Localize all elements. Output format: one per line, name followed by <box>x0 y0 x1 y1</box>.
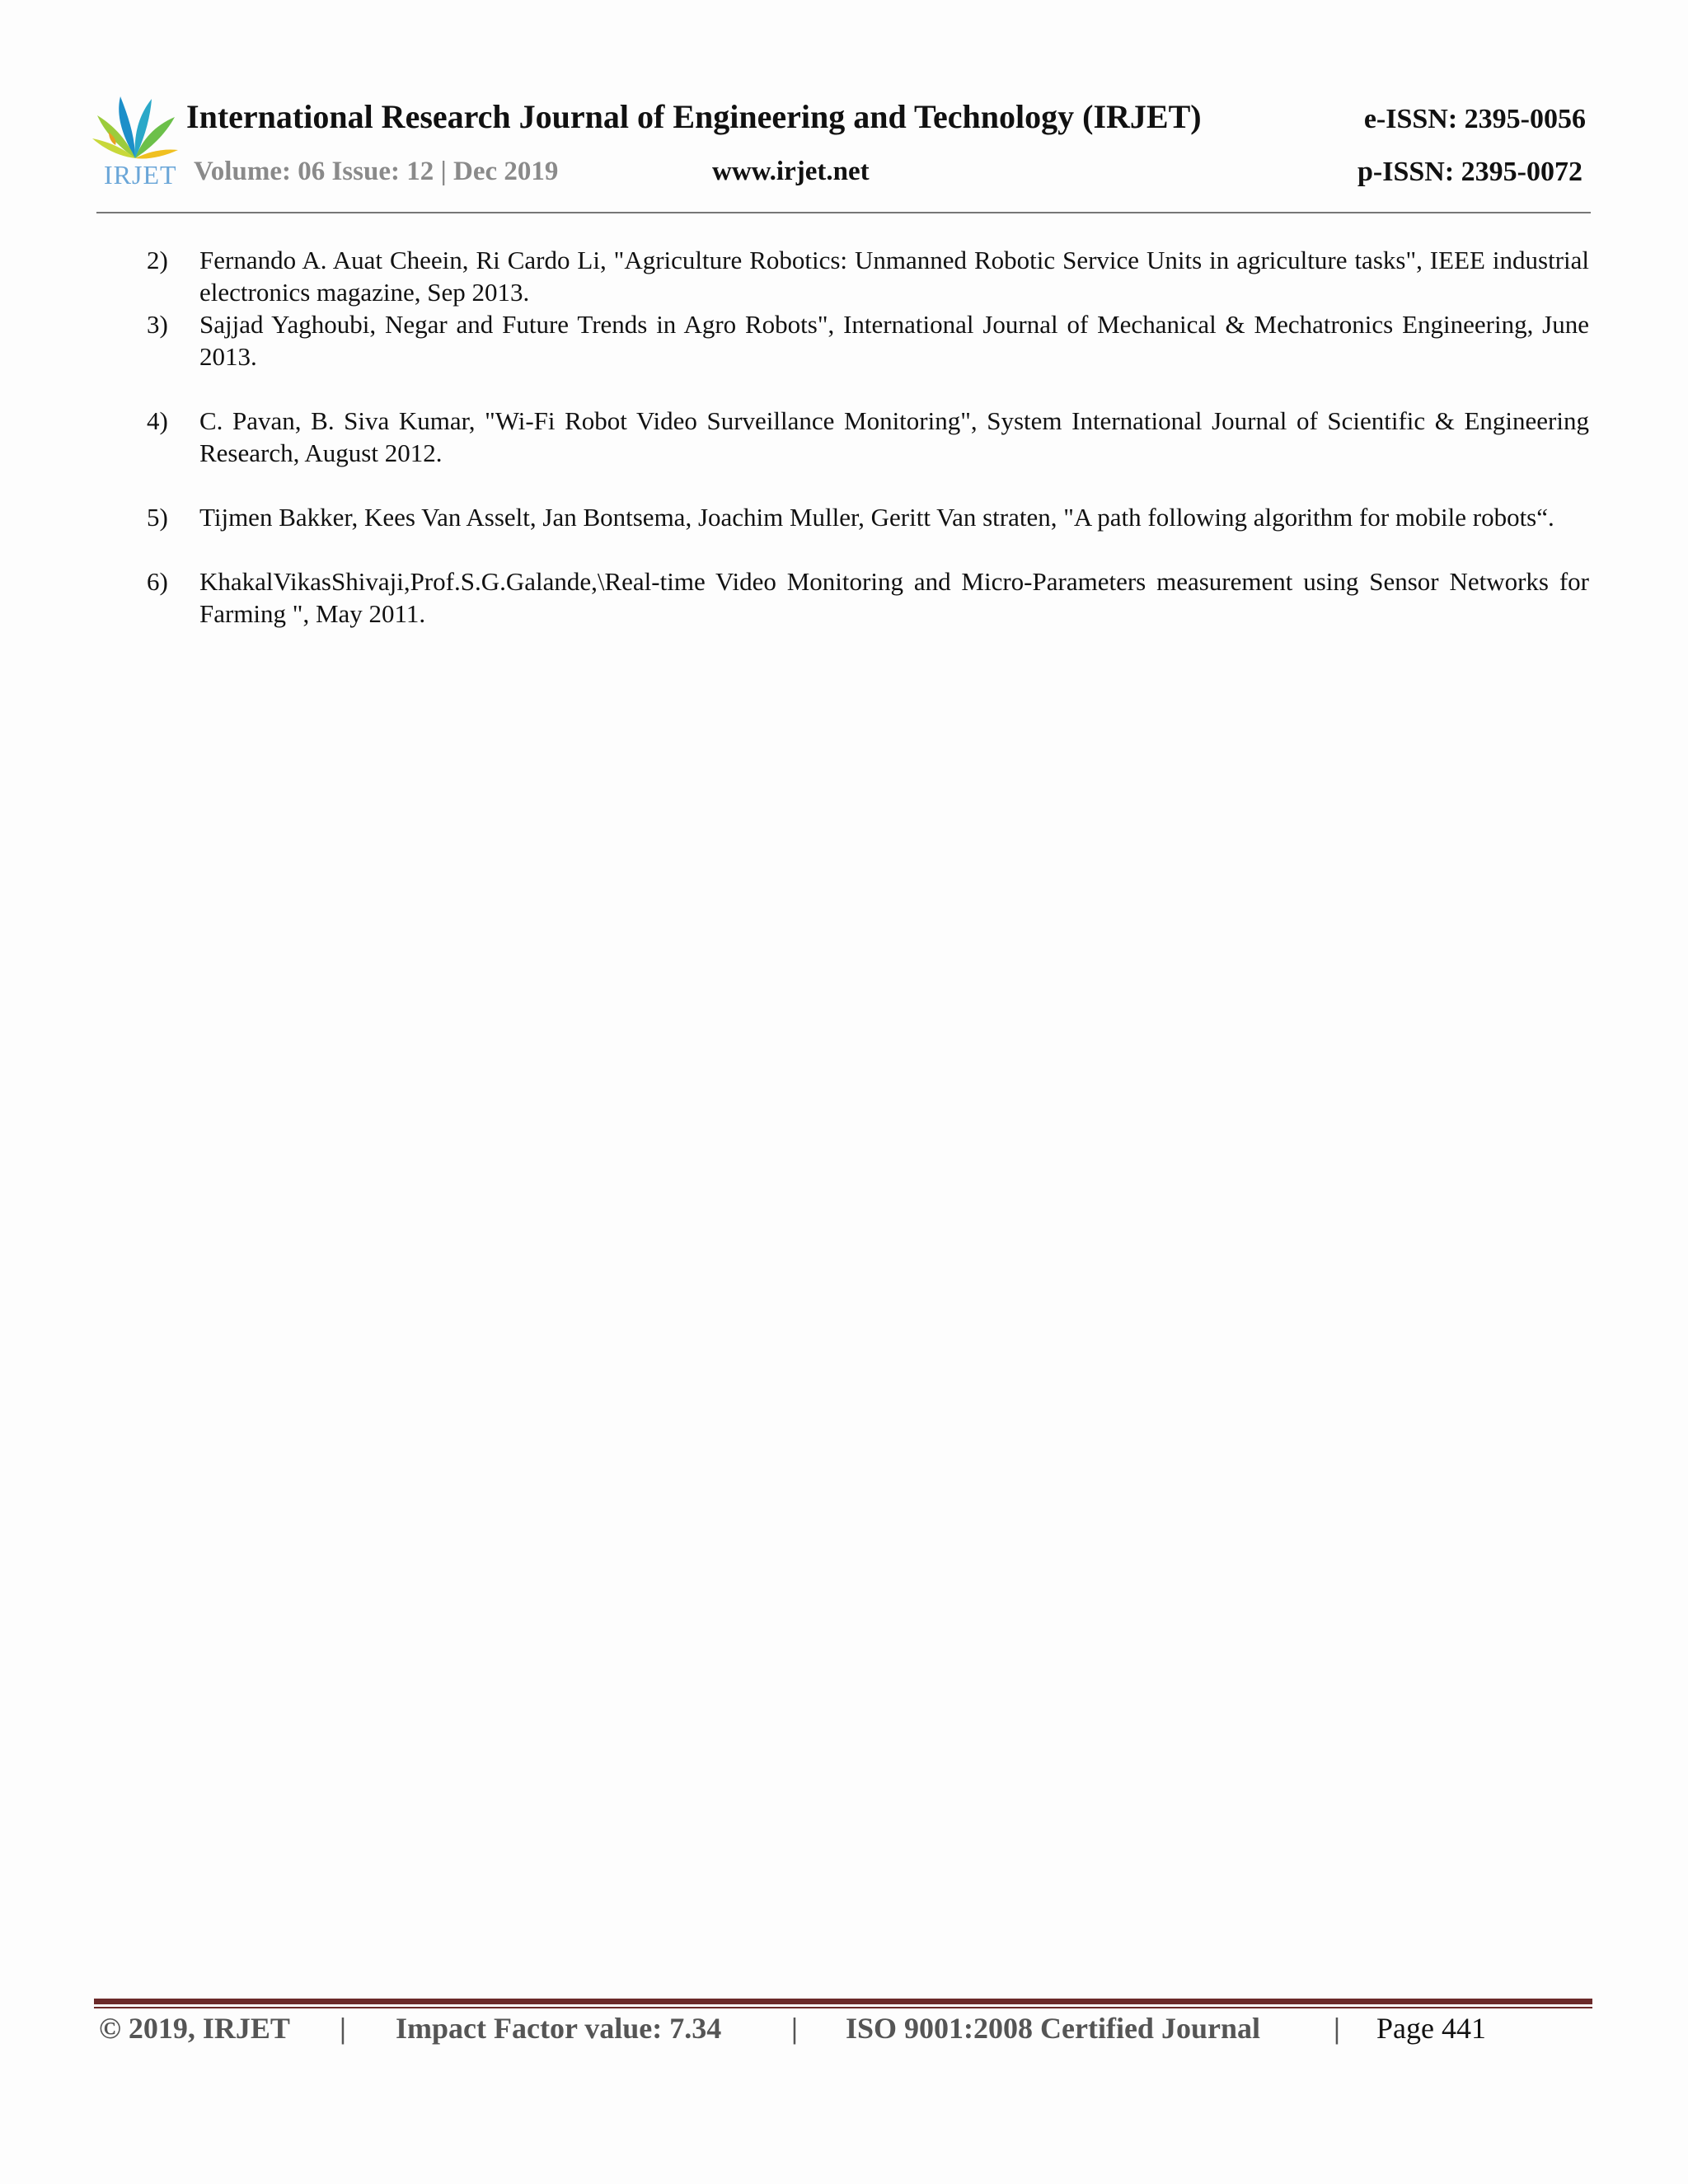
reference-text: Fernando A. Auat Cheein, Ri Cardo Li, "Agriculture Robotics: Unmanned Robotic Service Units in agriculture tasks", IEEE industrial electronics magazine, Sep 2013. <box>199 246 1589 307</box>
reference-number: 5) <box>147 503 168 532</box>
reference-number: 2) <box>147 246 168 274</box>
reference-item <box>147 501 1589 533</box>
footer-impact-factor: Impact Factor value: 7.34 <box>396 2012 722 2045</box>
header-divider <box>96 212 1591 213</box>
journal-title: International Research Journal of Engineering and Technology (IRJET) <box>186 98 1202 135</box>
reference-item <box>147 244 1589 308</box>
reference-item <box>147 308 1589 373</box>
footer-page-number: Page 441 <box>1376 2012 1486 2045</box>
footer-divider-thick <box>94 1999 1592 2004</box>
website-link[interactable]: www.irjet.net <box>712 157 870 186</box>
footer-separator: | <box>340 2012 346 2045</box>
footer-iso: ISO 9001:2008 Certified Journal <box>846 2012 1260 2045</box>
footer-copyright: © 2019, IRJET <box>99 2012 290 2045</box>
reference-number: 3) <box>147 310 168 339</box>
reference-text: C. Pavan, B. Siva Kumar, "Wi-Fi Robot Video Surveillance Monitoring", System International Journal of Scientific & Engineering Research, August 2012. <box>199 406 1589 467</box>
footer-separator: | <box>791 2012 798 2045</box>
reference-item <box>147 405 1589 469</box>
logo-text: IRJET <box>104 160 177 190</box>
reference-text: Tijmen Bakker, Kees Van Asselt, Jan Bontsema, Joachim Muller, Geritt Van straten, "A path following algorithm for mobile robots“. <box>199 503 1554 532</box>
footer-separator: | <box>1334 2012 1340 2045</box>
reference-text: Sajjad Yaghoubi, Negar and Future Trends in Agro Robots", International Journal of Mechanical & Mechatronics Engineering, June 2013. <box>199 310 1589 371</box>
p-issn: p-ISSN: 2395-0072 <box>1357 157 1582 187</box>
reference-number: 4) <box>147 406 168 435</box>
volume-issue: Volume: 06 Issue: 12 | Dec 2019 <box>194 157 559 186</box>
reference-number: 6) <box>147 567 168 596</box>
reference-item <box>147 565 1589 630</box>
e-issn: e-ISSN: 2395-0056 <box>1363 104 1586 134</box>
footer-divider-thin <box>94 2007 1592 2008</box>
page-footer <box>99 2011 1582 2052</box>
reference-list <box>147 244 1589 630</box>
reference-text: KhakalVikasShivaji,Prof.S.G.Galande,\Real-time Video Monitoring and Micro-Parameters measurement using Sensor Networks for Farming ", May 2011. <box>199 567 1589 628</box>
